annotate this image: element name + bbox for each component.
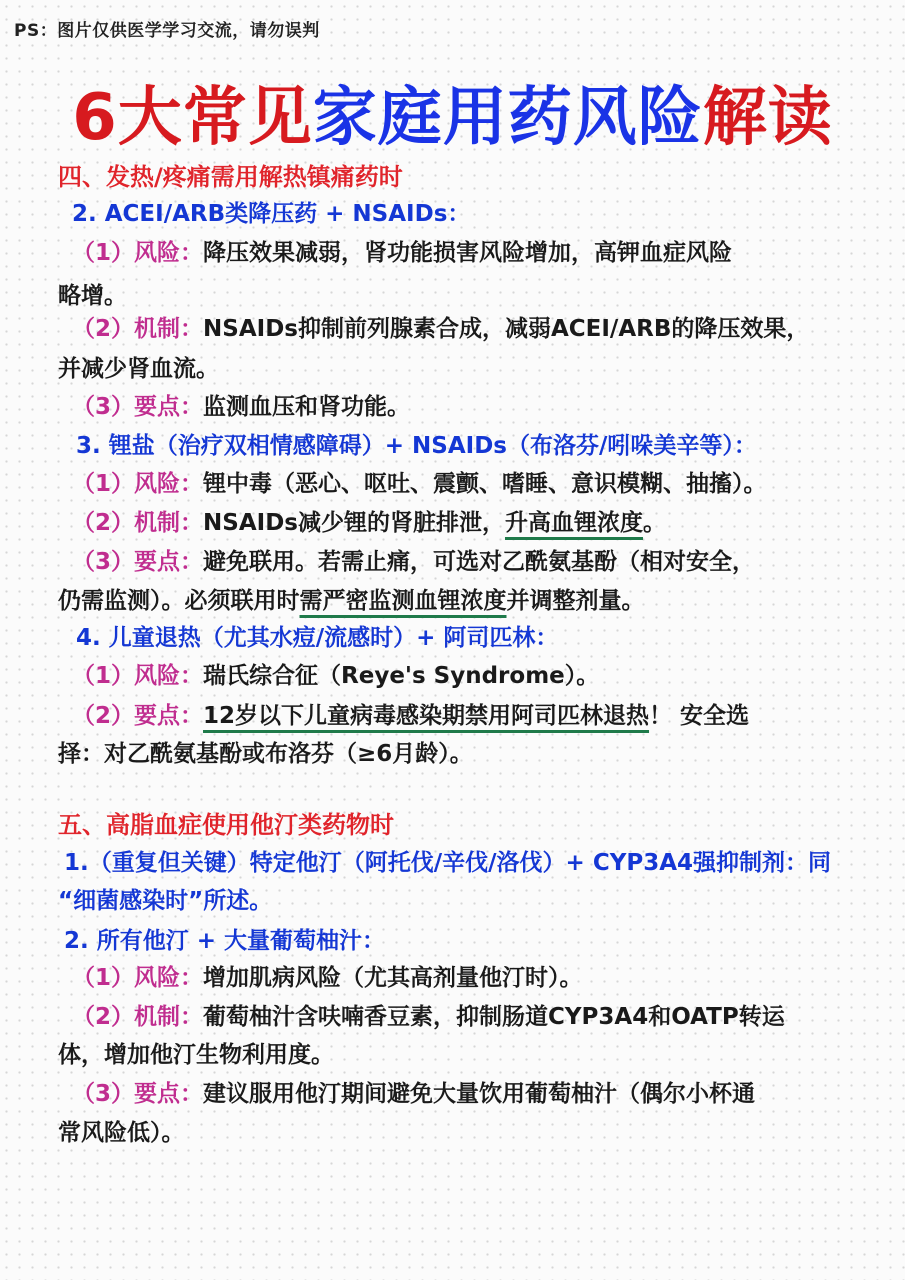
s5-item2-key-cont: 常风险低）。: [58, 1120, 185, 1146]
mechanism-end: 。: [642, 510, 666, 536]
risk-text: 锂中毒（恶心、呕吐、震颤、嗜睡、意识模糊、抽搐）。: [203, 471, 767, 497]
s4-item2-risk-cont: 略增。: [58, 283, 127, 309]
key-point-text: 避免联用。若需止痛，可选对乙酰氨基酚（相对安全，: [203, 549, 756, 575]
s5-item1-heading: 1.（重复但关键）特定他汀（阿托伐/辛伐/洛伐）+ CYP3A4强抑制剂：同: [64, 850, 832, 876]
s4-item2-heading: 2. ACEI/ARB类降压药 + NSAIDs：: [72, 201, 471, 227]
mechanism-text: NSAIDs抑制前列腺素合成，减弱ACEI/ARB的降压效果，: [203, 316, 810, 342]
key-point-label: （3）要点：: [72, 1081, 204, 1107]
s4-item3-mech: [72, 506, 875, 540]
risk-label: （1）风险：: [72, 965, 204, 991]
key-point-text: ！ 安全选: [649, 703, 750, 729]
risk-text: 增加肌病风险（尤其高剂量他汀时）。: [203, 965, 583, 991]
key-point-label: （3）要点：: [72, 549, 204, 575]
s4-item3-key-cont: [58, 584, 875, 618]
key-point-text: 监测血压和肾功能。: [203, 394, 411, 420]
s5-item2-mech: [72, 1000, 875, 1034]
mechanism-label: （2）机制：: [72, 1004, 204, 1030]
section-5-heading: 五、高脂血症使用他汀类药物时: [58, 811, 394, 839]
risk-label: （1）风险：: [72, 240, 204, 266]
key-point-label: （2）要点：: [72, 703, 204, 729]
key-point-highlight: 需严密监测血锂浓度: [299, 588, 507, 614]
s5-item2-mech-cont: 体，增加他汀生物利用度。: [58, 1042, 334, 1068]
s5-item2-risk: [72, 961, 875, 995]
risk-text: 降压效果减弱，肾功能损害风险增加，高钾血症风险: [203, 240, 733, 266]
risk-label: （1）风险：: [72, 471, 204, 497]
s4-item3-risk: [72, 467, 875, 501]
ps-disclaimer: PS：图片仅供医学学习交流，请勿误判: [14, 21, 320, 41]
s4-item2-mech: [72, 312, 875, 346]
s4-item3-heading: 3. 锂盐（治疗双相情感障碍）+ NSAIDs（布洛芬/吲哚美辛等）：: [76, 433, 757, 459]
title-part-1: 6大常见: [72, 81, 313, 155]
title-part-3: 解读: [702, 81, 833, 155]
s5-item2-key: [72, 1077, 875, 1111]
s5-item1-heading-cont: “细菌感染时”所述。: [58, 888, 273, 914]
key-point-highlight: 12岁以下儿童病毒感染期禁用阿司匹林退热: [203, 703, 650, 729]
mechanism-highlight: 升高血锂浓度: [504, 510, 643, 536]
s4-item4-key-cont: 择：对乙酰氨基酚或布洛芬（≥6月龄）。: [58, 741, 473, 767]
s4-item4-key: [72, 699, 875, 733]
s4-item2-key: [72, 390, 875, 424]
s4-item4-risk: [72, 659, 875, 693]
key-point-text-a: 仍需监测）。必须联用时: [58, 588, 300, 614]
s5-item2-heading: 2. 所有他汀 + 大量葡萄柚汁：: [64, 928, 386, 954]
s4-item2-mech-cont: 并减少肾血流。: [58, 356, 219, 382]
risk-text: 瑞氏综合征（Reye's Syndrome）。: [203, 663, 600, 689]
key-point-text-c: 并调整剂量。: [506, 588, 645, 614]
mechanism-label: （2）机制：: [72, 316, 204, 342]
key-point-label: （3）要点：: [72, 394, 204, 420]
mechanism-label: （2）机制：: [72, 510, 204, 536]
title-part-2: 家庭用药风险: [312, 81, 703, 155]
section-4-heading: 四、发热/疼痛需用解热镇痛药时: [58, 163, 403, 191]
key-point-text: 建议服用他汀期间避免大量饮用葡萄柚汁（偶尔小杯通: [203, 1081, 756, 1107]
mechanism-text: 葡萄柚汁含呋喃香豆素，抑制肠道CYP3A4和OATP转运: [203, 1004, 785, 1030]
risk-label: （1）风险：: [72, 663, 204, 689]
s4-item3-key: [72, 545, 875, 579]
s4-item2-risk: [72, 236, 875, 270]
page-title: [0, 66, 905, 158]
mechanism-text: NSAIDs减少锂的肾脏排泄，: [203, 510, 505, 536]
s4-item4-heading: 4. 儿童退热（尤其水痘/流感时）+ 阿司匹林：: [76, 625, 559, 651]
